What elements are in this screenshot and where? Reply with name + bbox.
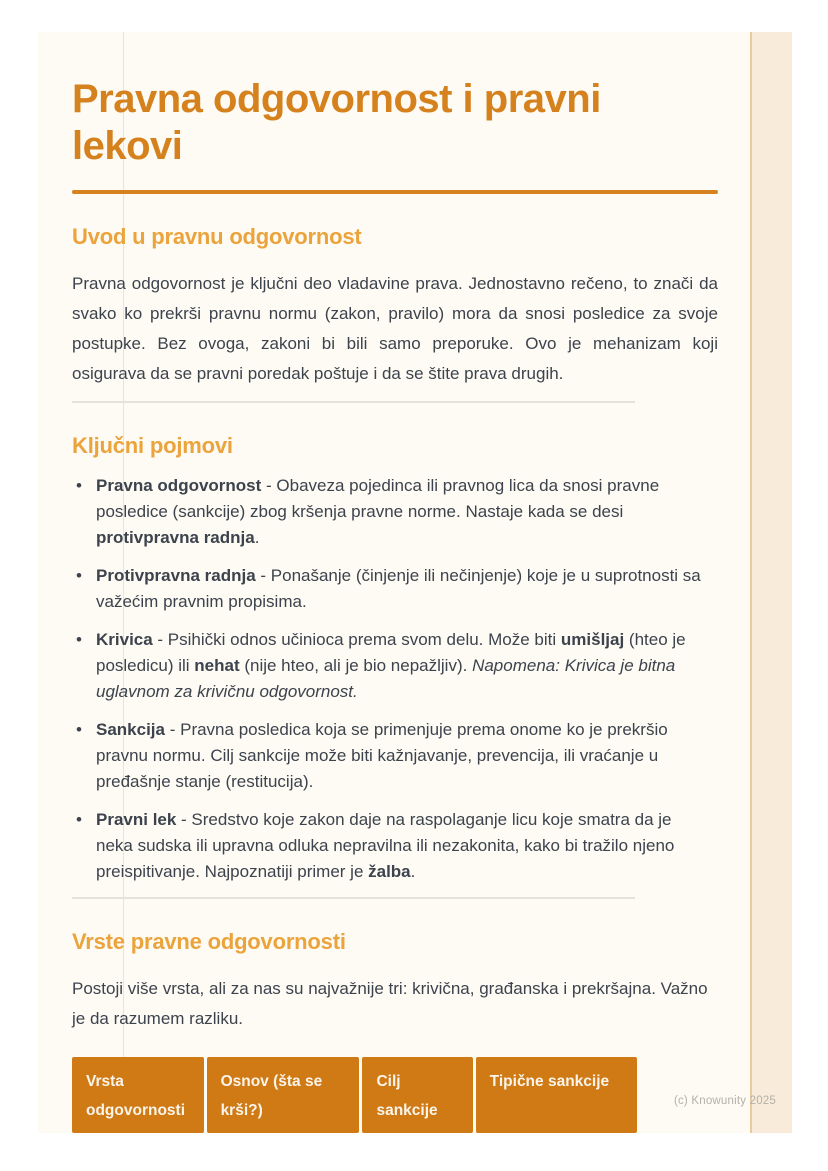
table-header-cell: Osnov (šta se krši?) [207,1057,360,1133]
term-text: . [254,528,260,547]
term-bold-text: Pravni lek [96,810,177,829]
term-bold-text: Sankcija [96,720,165,739]
section-divider [72,897,635,899]
intro-paragraph: Pravna odgovornost je ključni deo vladavine prava. Jednostavno rečeno, to znači da svako ko prekrši pravnu normu (zakon, pravilo) mora da snosi posledice za svoje postupke. Bez ovoga, zakoni bi bili samo preporuke. Ovo je mehanizam koji osigurava da se pravni poredak poštuje i da se štite prava drugih. [72,274,718,383]
term-bold-text: protivpravna radnja [96,528,255,547]
section-heading-vrste: Vrste pravne odgovornosti [72,929,346,954]
page-content [38,32,792,1034]
term-text: . [410,862,416,881]
term-text: (hteo je posledicu) ili [96,630,686,675]
section-heading-kljucni-pojmovi: Ključni pojmovi [72,433,233,458]
term-bold-text: umišljaj [560,630,625,649]
table-header-cell: Tipične sankcije [476,1057,637,1133]
watermark: (c) Knowunity 2025 [673,1095,776,1107]
term-text: - Psihički odnos učinioca prema svom delu. Može biti [152,630,561,649]
term-bold-text: žalba [368,862,411,881]
term-text: - Pravna posledica koja se primenjuje prema onome ko je prekršio pravnu normu. Cilj sankcije može biti kažnjavanje, prevencija, ili vraćanje u pređašnje stanje (restitucija). [96,720,668,791]
list-item [72,473,702,551]
list-item [72,627,702,705]
term-bold-text: Protivpravna radnja [96,566,256,585]
table-header-cell: Cilj sankcije [362,1057,472,1133]
term-note-text: Napomena: Krivica je bitna uglavnom za krivičnu odgovornost. [96,656,676,701]
responsibility-table-header-row [72,1057,637,1133]
term-bold-text: Krivica [96,630,153,649]
title-divider [72,190,718,194]
section-heading-uvod: Uvod u pravnu odgovornost [72,224,362,249]
types-paragraph: Postoji više vrsta, ali za nas su najvažnije tri: krivična, građanska i prekršajna. Važno je da razumem razliku. [72,979,708,1028]
section-divider [72,401,635,403]
document-page [38,32,792,1133]
term-text: - Sredstvo koje zakon daje na raspolaganje licu koje smatra da je neka sudska ili upravna odluka nepravilna ili nezakonita, kako bi tražilo njeno preispitivanje. Najpoznatiji primer je [96,810,675,881]
term-text: (nije hteo, ali je bio nepažljiv). [239,656,473,675]
key-terms-list [72,473,702,885]
page-title: Pravna odgovornost i pravni lekovi [72,77,601,168]
term-text: - Ponašanje (činjenje ili nečinjenje) koje je u suprotnosti sa važećim pravnim propisima. [96,566,701,611]
table-header-cell: Vrsta odgovornosti [72,1057,204,1133]
term-text: - Obaveza pojedinca ili pravnog lica da snosi pravne posledice (sankcije) zbog kršenja pravne norme. Nastaje kada se desi [96,476,660,521]
list-item [72,717,702,795]
term-bold-text: Pravna odgovornost [96,476,262,495]
term-bold-text: nehat [194,656,240,675]
list-item [72,807,702,885]
list-item [72,563,702,615]
